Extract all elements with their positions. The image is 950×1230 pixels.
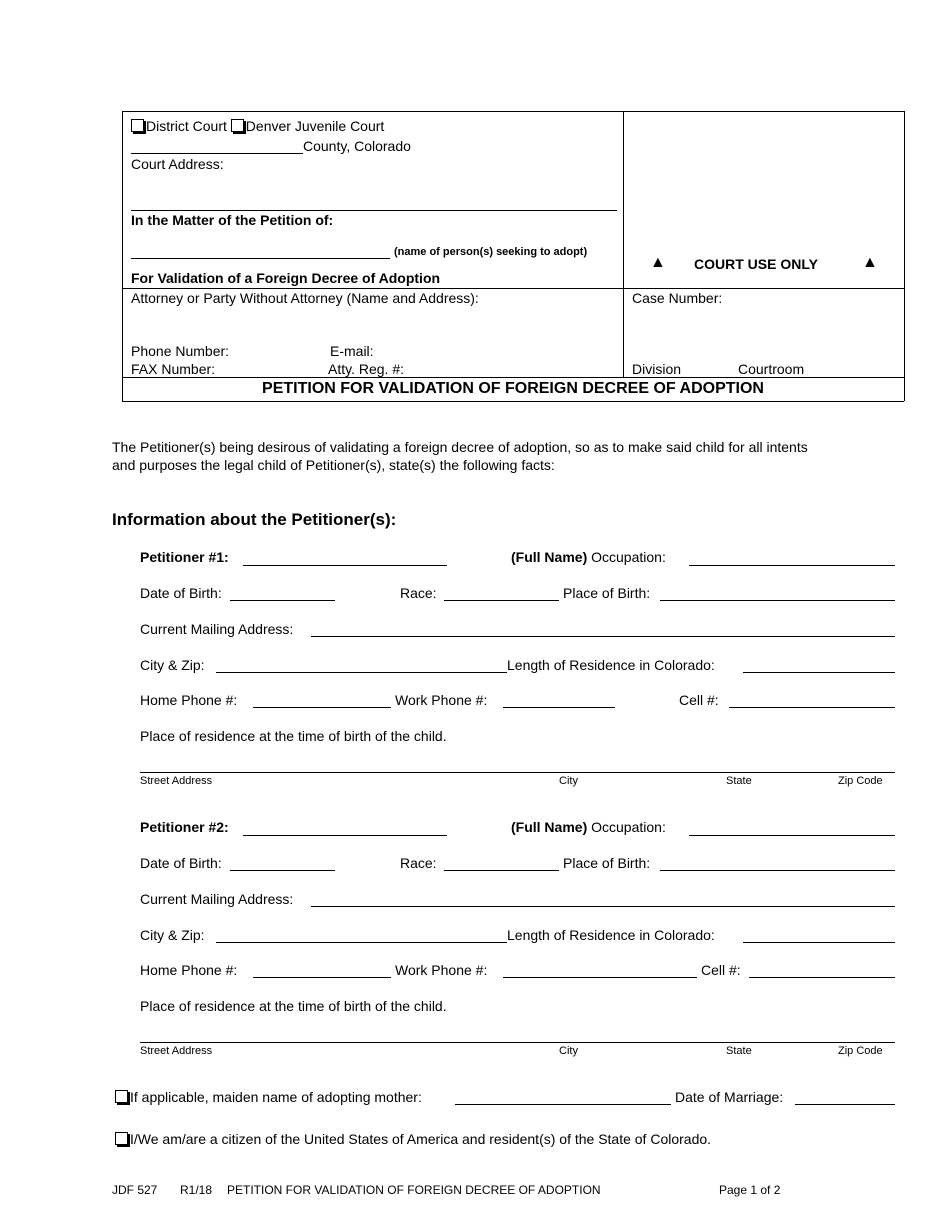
place-of-birth-label: Place of Birth: — [563, 855, 651, 871]
residence-birth-label: Place of residence at the time of birth of the child. — [140, 998, 447, 1014]
occupation-label: Occupation: — [591, 819, 666, 835]
atty-reg-label: Atty. Reg. #: — [328, 361, 404, 377]
footer-page: Page 1 of 2 — [719, 1183, 781, 1197]
work-phone-input[interactable] — [503, 977, 697, 978]
phone-label: Phone Number: — [131, 343, 230, 359]
mailing-address-input[interactable] — [311, 906, 895, 907]
mailing-address-input[interactable] — [311, 636, 895, 637]
cell-input[interactable] — [729, 707, 895, 708]
state-label: State — [726, 775, 752, 787]
petitioner-name-field[interactable] — [131, 258, 390, 259]
zip-label: Zip Code — [838, 1045, 883, 1057]
mailing-address-label: Current Mailing Address: — [140, 891, 294, 907]
intro-text-line1: The Petitioner(s) being desirous of validating a foreign decree of adoption, so as to make said child for all intents — [112, 439, 808, 455]
occupation-label: Occupation: — [591, 549, 666, 565]
division-label: Division — [632, 361, 682, 377]
race-label: Race: — [400, 855, 437, 871]
footer-revision: R1/18 — [180, 1183, 213, 1197]
city-zip-label: City & Zip: — [140, 657, 205, 673]
cell-label: Cell #: — [679, 692, 719, 708]
marriage-date-input[interactable] — [795, 1104, 895, 1105]
state-label: State — [726, 1045, 752, 1057]
home-phone-label: Home Phone #: — [140, 962, 238, 978]
court-use-label: COURT USE ONLY — [694, 256, 818, 272]
marriage-date-label: Date of Marriage: — [675, 1089, 784, 1105]
full-name-label: (Full Name) — [511, 549, 588, 565]
city-label: City — [559, 1045, 578, 1057]
residence-birth-input[interactable] — [140, 1042, 895, 1043]
place-of-birth-input[interactable] — [660, 870, 895, 871]
full-name-label: (Full Name) — [511, 819, 588, 835]
home-phone-input[interactable] — [253, 977, 391, 978]
home-phone-input[interactable] — [253, 707, 391, 708]
juvenile-court-checkbox[interactable] — [231, 119, 244, 132]
city-zip-input[interactable] — [216, 672, 507, 673]
home-phone-label: Home Phone #: — [140, 692, 238, 708]
county-label: County, Colorado — [303, 138, 411, 154]
district-court-label: District Court — [146, 118, 227, 134]
dob-input[interactable] — [230, 600, 335, 601]
dob-input[interactable] — [230, 870, 335, 871]
court-address-label: Court Address: — [131, 156, 224, 172]
dob-label: Date of Birth: — [140, 585, 222, 601]
place-of-birth-label: Place of Birth: — [563, 585, 651, 601]
residence-length-label: Length of Residence in Colorado: — [507, 657, 715, 673]
intro-text-line2: and purposes the legal child of Petitioner(s), state(s) the following facts: — [112, 457, 555, 473]
work-phone-input[interactable] — [503, 707, 615, 708]
citizen-checkbox[interactable] — [115, 1132, 128, 1145]
triangle-up-icon: ▲ — [650, 254, 666, 271]
petitioner-label: Petitioner #2: — [140, 819, 229, 835]
maiden-name-checkbox[interactable] — [115, 1090, 128, 1103]
residence-birth-input[interactable] — [140, 772, 895, 773]
validation-label: For Validation of a Foreign Decree of Adoption — [131, 270, 441, 286]
footer-form-id: JDF 527 — [112, 1183, 158, 1197]
work-phone-label: Work Phone #: — [395, 692, 488, 708]
juvenile-court-label: Denver Juvenile Court — [245, 118, 385, 134]
street-label: Street Address — [140, 775, 213, 787]
county-field[interactable] — [131, 153, 303, 154]
petitioner-name-input[interactable] — [243, 565, 447, 566]
mailing-address-label: Current Mailing Address: — [140, 621, 294, 637]
section-heading: Information about the Petitioner(s): — [112, 510, 397, 529]
name-hint: (name of person(s) seeking to adopt) — [394, 246, 588, 258]
occupation-input[interactable] — [689, 835, 895, 836]
case-number-label: Case Number: — [632, 290, 723, 306]
occupation-input[interactable] — [689, 565, 895, 566]
footer-title: PETITION FOR VALIDATION OF FOREIGN DECREE OF ADOPTION — [227, 1183, 601, 1197]
cell-input[interactable] — [749, 977, 895, 978]
fax-label: FAX Number: — [131, 361, 216, 377]
city-label: City — [559, 775, 578, 787]
city-zip-label: City & Zip: — [140, 927, 205, 943]
dob-label: Date of Birth: — [140, 855, 222, 871]
race-input[interactable] — [444, 870, 559, 871]
maiden-name-label: If applicable, maiden name of adopting mother: — [130, 1089, 422, 1105]
district-court-checkbox[interactable] — [131, 119, 144, 132]
triangle-up-icon: ▲ — [862, 254, 878, 271]
place-of-birth-input[interactable] — [660, 600, 895, 601]
courtroom-label: Courtroom — [738, 361, 805, 377]
zip-label: Zip Code — [838, 775, 883, 787]
matter-label: In the Matter of the Petition of: — [131, 212, 334, 228]
form-title: PETITION FOR VALIDATION OF FOREIGN DECREE OF ADOPTION — [262, 380, 764, 397]
court-address-field[interactable] — [131, 210, 617, 211]
city-zip-input[interactable] — [216, 942, 507, 943]
attorney-label: Attorney or Party Without Attorney (Name and Address): — [131, 290, 479, 306]
residence-birth-label: Place of residence at the time of birth of the child. — [140, 728, 447, 744]
street-label: Street Address — [140, 1045, 213, 1057]
residence-length-label: Length of Residence in Colorado: — [507, 927, 715, 943]
race-label: Race: — [400, 585, 437, 601]
petitioner-label: Petitioner #1: — [140, 549, 229, 565]
email-label: E-mail: — [330, 343, 374, 359]
residence-length-input[interactable] — [743, 942, 895, 943]
maiden-name-input[interactable] — [455, 1104, 671, 1105]
petitioner-name-input[interactable] — [243, 835, 447, 836]
cell-label: Cell #: — [701, 962, 741, 978]
citizen-label: I/We am/are a citizen of the United States of America and resident(s) of the State of Colorado. — [130, 1131, 712, 1147]
residence-length-input[interactable] — [743, 672, 895, 673]
race-input[interactable] — [444, 600, 559, 601]
work-phone-label: Work Phone #: — [395, 962, 488, 978]
